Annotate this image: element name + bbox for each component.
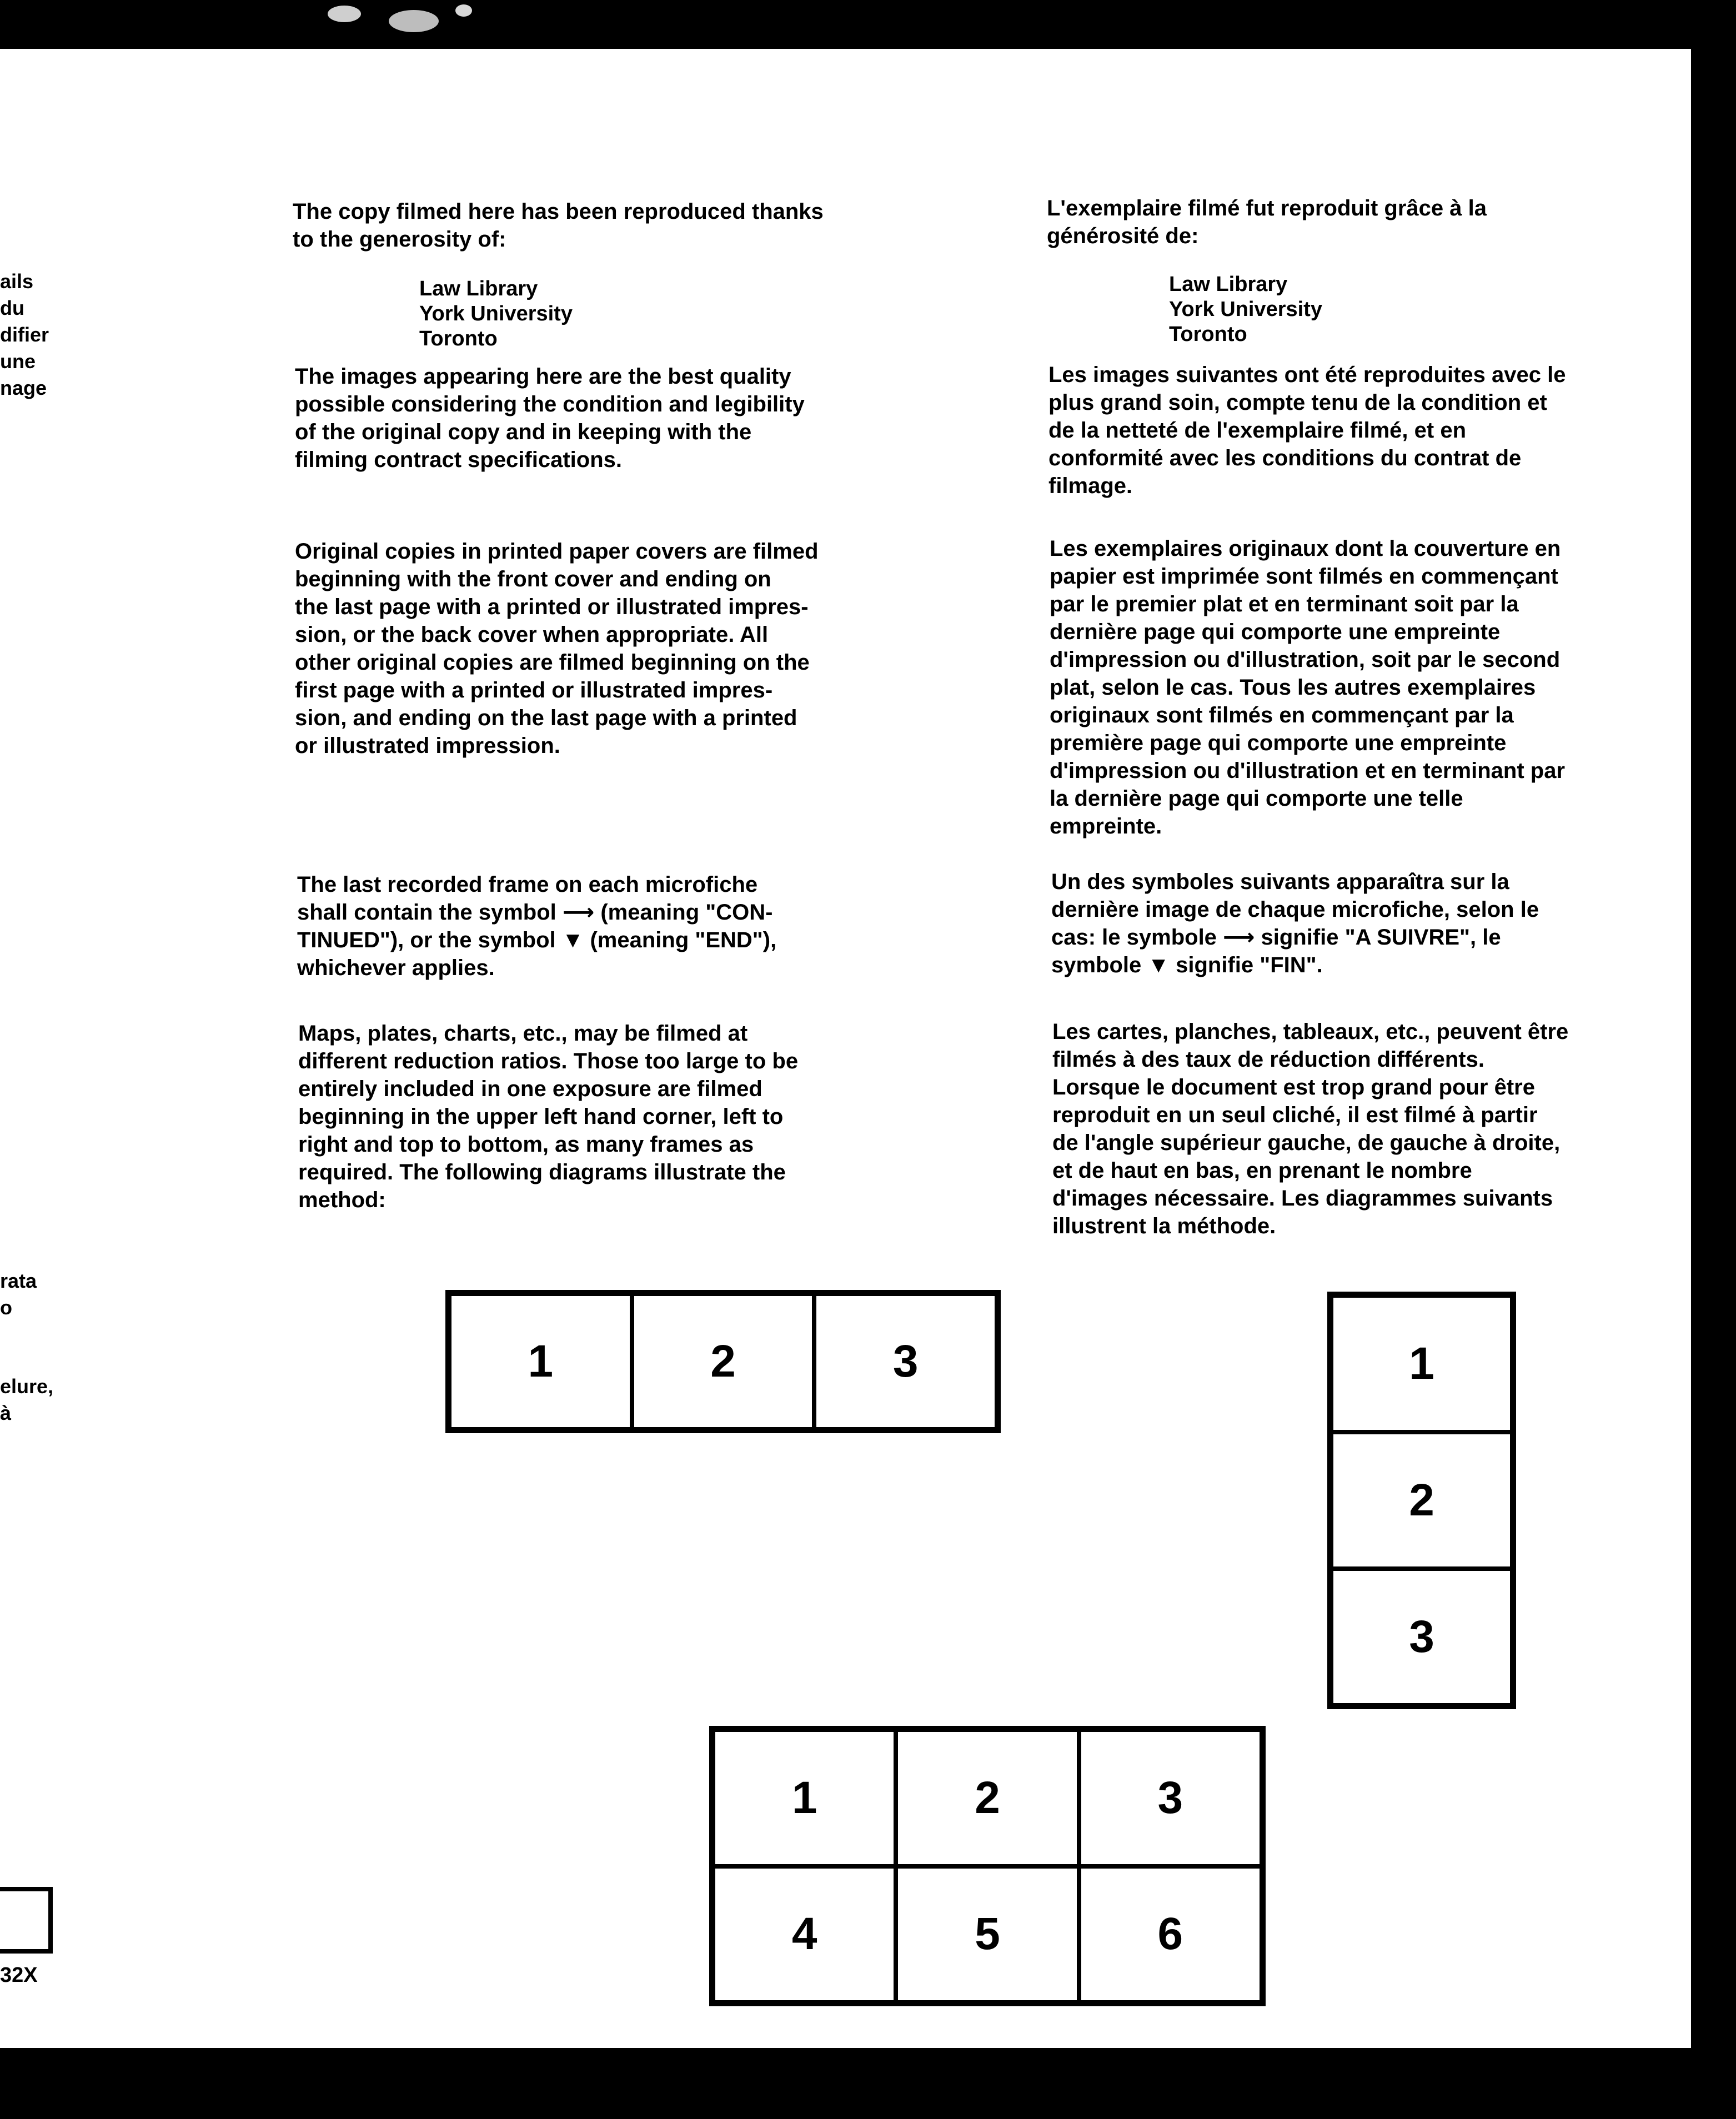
english-maps-block bbox=[298, 1020, 937, 1214]
french-intro: L'exemplaire filmé fut reproduit grâce à la générosité de: bbox=[1047, 196, 1487, 248]
french-quality: Les images suivantes ont été reproduites avec le plus grand soin, compte tenu de la condition et de la netteté de l'exemplaire filmé, et en conformité avec les conditions du contrat de filmage. bbox=[1048, 363, 1566, 498]
left-fragment-text: elure, bbox=[0, 1375, 54, 1398]
diagram-horizontal bbox=[445, 1290, 1001, 1433]
french-symbols-block bbox=[1051, 868, 1690, 979]
left-fragment-text: une bbox=[0, 350, 36, 373]
french-column bbox=[1047, 194, 1685, 250]
scan-artifact bbox=[328, 6, 361, 22]
frame-cell: 3 bbox=[1331, 1569, 1512, 1705]
scan-artifact bbox=[455, 4, 472, 17]
english-maps: Maps, plates, charts, etc., may be filmed at different reduction ratios. Those too large to be entirely included in one exposure are filmed beginning in the upper left hand corner, left to right and top to bottom, as many frames as required. The following diagrams illustrate the method: bbox=[298, 1021, 799, 1212]
english-symbols: The last recorded frame on each microfiche shall contain the symbol ⟶ (meaning "CON- TINUED"), or the symbol ▼ (meaning "END"), whichever applies. bbox=[297, 872, 777, 980]
english-quality-block bbox=[295, 363, 934, 474]
english-quality: The images appearing here are the best quality possible considering the condition and legibility of the original copy and in keeping with the filming contract specifications. bbox=[295, 364, 805, 472]
diagram-vertical bbox=[1327, 1292, 1516, 1709]
english-originals-block bbox=[295, 538, 934, 760]
left-fragment-text: o bbox=[0, 1296, 12, 1319]
frame-cell: 4 bbox=[713, 1866, 896, 2003]
frame-cell: 3 bbox=[814, 1294, 997, 1429]
left-page-fragment bbox=[0, 49, 177, 2048]
frame-cell: 1 bbox=[449, 1294, 632, 1429]
left-fragment-box bbox=[0, 1887, 53, 1954]
french-quality-block bbox=[1048, 361, 1687, 500]
french-originals: Les exemplaires originaux dont la couverture en papier est imprimée sont filmés en commençant par le premier plat et en terminant soit par la dernière page qui comporte une empreinte d'impression ou d'illustration, soit par le second plat, selon le cas. Tous les autres exemplaires originaux sont filmés en commençant par la première page qui comporte une empreinte d'impression ou d'illustration et en terminant par la dernière page qui comporte une telle empreinte. bbox=[1050, 536, 1566, 838]
frame-cell: 6 bbox=[1079, 1866, 1262, 2003]
english-column bbox=[293, 198, 931, 253]
left-fragment-text: à bbox=[0, 1402, 12, 1424]
left-fragment-text: difier bbox=[0, 323, 49, 346]
english-intro: The copy filmed here has been reproduced thanks to the generosity of: bbox=[293, 199, 824, 252]
frame-cell: 3 bbox=[1079, 1730, 1262, 1866]
english-library: Law Library York University Toronto bbox=[419, 277, 573, 350]
left-fragment-text: du bbox=[0, 297, 24, 319]
frame-cell: 2 bbox=[896, 1730, 1078, 1866]
left-fragment-text: rata bbox=[0, 1269, 37, 1292]
french-library: Law Library York University Toronto bbox=[1169, 273, 1322, 346]
english-symbols-block bbox=[297, 871, 936, 982]
frame-cell: 2 bbox=[1331, 1432, 1512, 1569]
french-maps: Les cartes, planches, tableaux, etc., peuvent être filmés à des taux de réduction différents. Lorsque le document est trop grand pour être reproduit en un seul cliché, il est filmé à partir de l'angle supérieur gauche, de gauche à droite, et de haut en bas, en prenant le nombre d'images nécessaire. Les diagrammes suivants illustrent la méthode. bbox=[1052, 1020, 1569, 1238]
left-fragment-label: 32X bbox=[0, 1964, 38, 1987]
left-fragment-text: ails bbox=[0, 270, 34, 293]
scan-artifact bbox=[389, 10, 439, 32]
diagram-grid bbox=[709, 1726, 1266, 2006]
french-maps-block bbox=[1052, 1018, 1691, 1240]
french-symbols: Un des symboles suivants apparaîtra sur la dernière image de chaque microfiche, selon le cas: le symbole ⟶ signifie "A SUIVRE", le symbole ▼ signifie "FIN". bbox=[1051, 870, 1539, 977]
left-fragment-text: nage bbox=[0, 376, 47, 399]
french-originals-block bbox=[1050, 535, 1688, 840]
frame-cell: 5 bbox=[896, 1866, 1078, 2003]
frame-cell: 1 bbox=[713, 1730, 896, 1866]
frame-cell: 1 bbox=[1331, 1295, 1512, 1432]
frame-cell: 2 bbox=[632, 1294, 815, 1429]
main-page bbox=[158, 49, 1691, 2048]
english-originals: Original copies in printed paper covers are filmed beginning with the front cover and ending on the last page with a printed or illustrated impres- sion, or the back cover when appropriate. All other original copies are filmed beginning on the first page with a printed or illustrated impres- sion, and ending on the last page with a printed or illustrated impression. bbox=[295, 539, 819, 758]
